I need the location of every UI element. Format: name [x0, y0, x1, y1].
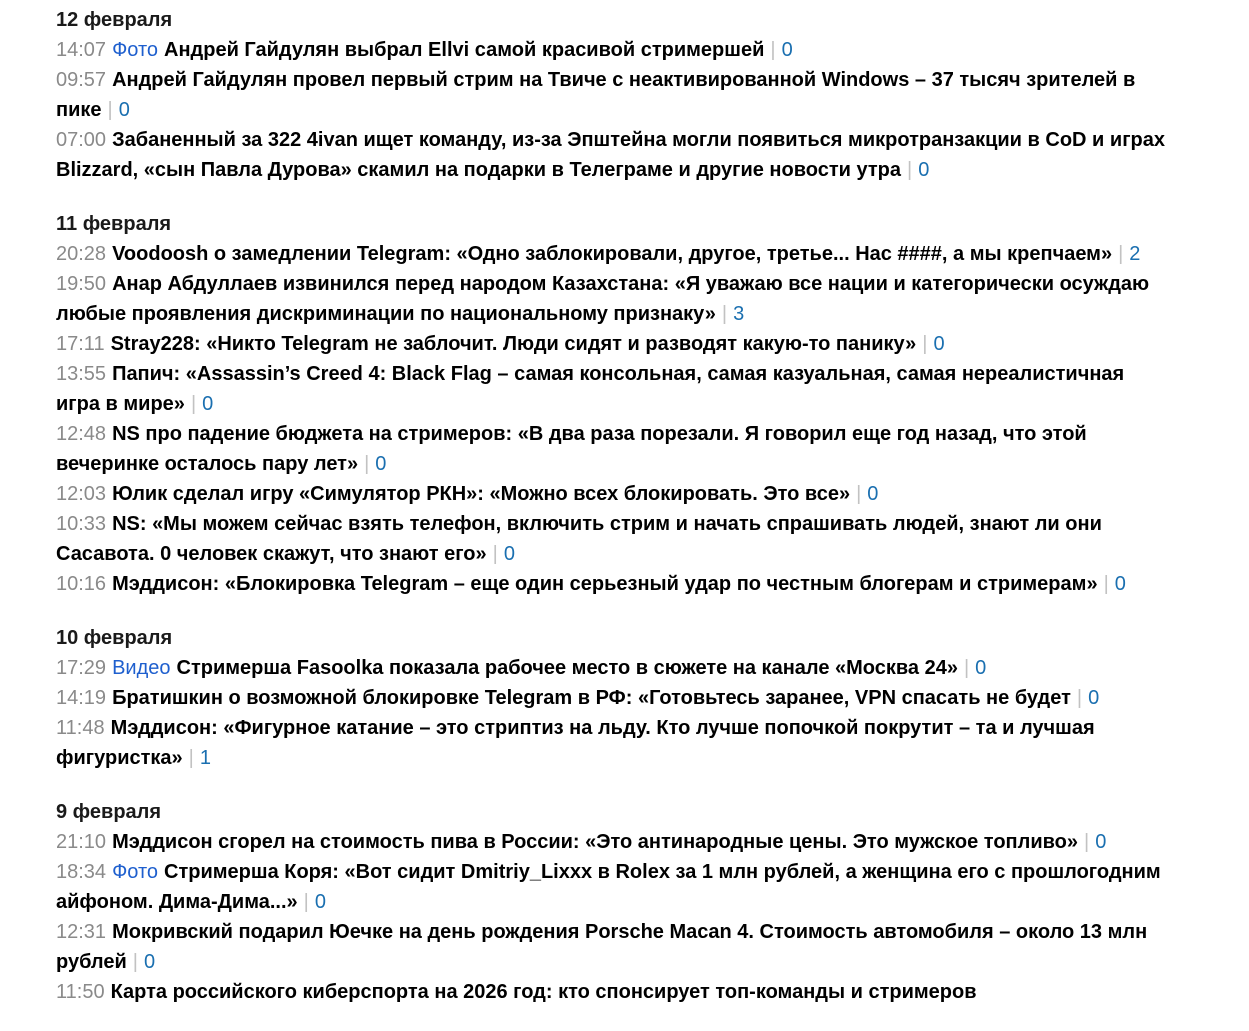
comments-count-link[interactable]: 0 [314, 891, 326, 913]
news-list [56, 35, 1166, 185]
day-group-3 [56, 797, 1166, 1007]
news-list [56, 653, 1166, 773]
news-title-link[interactable]: Мэддисон: «Фигурное катание – это стриптиз на льду. Кто лучше попочкой покрутит – та и лучшая фигуристка» [56, 717, 1095, 769]
news-item [56, 917, 1166, 977]
news-time: 12:48 [56, 423, 107, 445]
news-item [56, 713, 1166, 773]
news-time: 10:33 [56, 513, 107, 535]
news-title-link[interactable]: NS про падение бюджета на стримеров: «В два раза порезали. Я говорил еще год назад, что этой вечеринке осталось пару лет» [56, 423, 1087, 475]
separator: | [770, 39, 776, 61]
news-item [56, 65, 1166, 125]
comments-count-link[interactable]: 0 [1088, 687, 1100, 709]
separator: | [721, 303, 728, 325]
news-time: 09:57 [56, 69, 107, 91]
news-title-link[interactable]: Юлик сделал игру «Симулятор РКН»: «Можно всех блокировать. Это все» [112, 483, 851, 505]
news-title-link[interactable]: Мокривский подарил Юечке на день рождения Porsche Macan 4. Стоимость автомобиля – около 13 млн рублей [56, 921, 1148, 973]
comments-count-link[interactable]: 2 [1129, 243, 1141, 265]
news-time: 19:50 [56, 273, 107, 295]
news-title-link[interactable]: Карта российского киберспорта на 2026 год: кто спонсирует топ-команды и стримеров [110, 981, 977, 1003]
news-item [56, 239, 1166, 269]
separator: | [963, 657, 970, 679]
news-item [56, 419, 1166, 479]
news-time: 17:11 [56, 333, 105, 355]
news-time: 14:19 [56, 687, 107, 709]
news-time: 11:48 [56, 717, 105, 739]
news-tag-link[interactable]: Фото [112, 861, 159, 883]
separator: | [922, 333, 928, 355]
news-time: 18:34 [56, 861, 107, 883]
news-title-link[interactable]: Мэддисон сгорел на стоимость пива в России: «Это антинародные цены. Это мужское топливо» [112, 831, 1078, 853]
news-feed [56, 5, 1166, 1031]
news-item [56, 857, 1166, 917]
news-title-link[interactable]: Братишкин о возможной блокировке Telegram в РФ: «Готовьтесь заранее, VPN спасать не будет [112, 687, 1071, 709]
comments-count-link[interactable]: 0 [118, 99, 130, 121]
news-tag-link[interactable]: Фото [112, 39, 159, 61]
news-title-link[interactable]: Анар Абдуллаев извинился перед народом Казахстана: «Я уважаю все нации и категорически осуждаю любые проявления дискриминации по национальному признаку» [56, 273, 1150, 325]
news-item [56, 359, 1166, 419]
news-title-link[interactable]: Стримерша Коря: «Вот сидит Dmitriy_Lixxx в Rolex за 1 млн рублей, а женщина его с прошлогодним айфоном. Дима-Дима...» [56, 861, 1161, 913]
news-title-link[interactable]: Папич: «Assassin’s Creed 4: Black Flag – самая консольная, самая казуальная, самая нереалистичная игра в мире» [56, 363, 1125, 415]
comments-count-link[interactable]: 0 [933, 333, 945, 355]
date-heading: 11 февраля [56, 213, 172, 235]
news-time: 12:03 [56, 483, 107, 505]
separator: | [492, 543, 498, 565]
comments-count-link[interactable]: 0 [918, 159, 930, 181]
separator: | [132, 951, 138, 973]
separator: | [188, 747, 194, 769]
separator: | [856, 483, 862, 505]
comments-count-link[interactable]: 0 [202, 393, 214, 415]
news-title-link[interactable]: Stray228: «Никто Telegram не заблочит. Люди сидят и разводят какую-то панику» [110, 333, 917, 355]
news-item [56, 479, 1166, 509]
news-item [56, 569, 1166, 599]
news-time: 10:16 [56, 573, 107, 595]
news-list [56, 827, 1166, 1007]
news-time: 11:50 [56, 981, 105, 1003]
news-tag-link[interactable]: Видео [112, 657, 171, 679]
news-title-link[interactable]: Андрей Гайдулян провел первый стрим на Твиче с неактивированной Windows – 37 тысяч зрителей в пике [56, 69, 1136, 121]
separator: | [1103, 573, 1109, 595]
news-title-link[interactable]: Забаненный за 322 4ivan ищет команду, из-за Эпштейна могли появиться микротранзакции в CoD и играх Blizzard, «сын Павла Дурова» скамил на подарки в Телеграме и другие новости утра [56, 129, 1165, 181]
separator: | [364, 453, 370, 475]
news-item [56, 509, 1166, 569]
news-item [56, 269, 1166, 329]
separator: | [107, 99, 113, 121]
date-heading: 10 февраля [56, 627, 173, 649]
separator: | [1118, 243, 1124, 265]
news-item [56, 977, 1166, 1007]
news-time: 21:10 [56, 831, 107, 853]
news-time: 13:55 [56, 363, 107, 385]
news-item [56, 683, 1166, 713]
news-item [56, 125, 1166, 185]
separator: | [190, 393, 197, 415]
comments-count-link[interactable]: 0 [144, 951, 156, 973]
comments-count-link[interactable]: 1 [199, 747, 211, 769]
news-time: 14:07 [56, 39, 107, 61]
separator: | [1076, 687, 1083, 709]
news-title-link[interactable]: Voodoosh о замедлении Telegram: «Одно заблокировали, другое, третье... Нас ####, а мы крепчаем» [112, 243, 1113, 265]
date-heading: 9 февраля [56, 801, 162, 823]
news-item [56, 35, 1166, 65]
separator: | [1084, 831, 1090, 853]
news-item [56, 329, 1166, 359]
news-title-link[interactable]: Мэддисон: «Блокировка Telegram – еще один серьезный удар по честным блогерам и стримерам» [112, 573, 1098, 595]
separator: | [906, 159, 913, 181]
news-title-link[interactable]: Стримерша Fasoolka показала рабочее место в сюжете на канале «Москва 24» [176, 657, 958, 679]
date-heading: 12 февраля [56, 9, 173, 31]
news-time: 07:00 [56, 129, 107, 151]
comments-count-link[interactable]: 0 [503, 543, 515, 565]
comments-count-link[interactable]: 0 [1095, 831, 1107, 853]
news-item [56, 653, 1166, 683]
news-item [56, 827, 1166, 857]
news-list [56, 239, 1166, 599]
comments-count-link[interactable]: 0 [975, 657, 987, 679]
news-time: 12:31 [56, 921, 107, 943]
day-group-2 [56, 623, 1166, 773]
comments-count-link[interactable]: 0 [375, 453, 387, 475]
news-title-link[interactable]: NS: «Мы можем сейчас взять телефон, включить стрим и начать спрашивать людей, знают ли они Сасавота. 0 человек скажут, что знают его» [56, 513, 1102, 565]
separator: | [303, 891, 309, 913]
news-time: 17:29 [56, 657, 107, 679]
comments-count-link[interactable]: 0 [781, 39, 793, 61]
comments-count-link[interactable]: 0 [867, 483, 879, 505]
news-time: 20:28 [56, 243, 107, 265]
comments-count-link[interactable]: 0 [1114, 573, 1126, 595]
day-group-1 [56, 209, 1166, 599]
news-title-link[interactable]: Андрей Гайдулян выбрал Ellvi самой красивой стримершей [164, 39, 765, 61]
comments-count-link[interactable]: 3 [733, 303, 745, 325]
day-group-0 [56, 5, 1166, 185]
